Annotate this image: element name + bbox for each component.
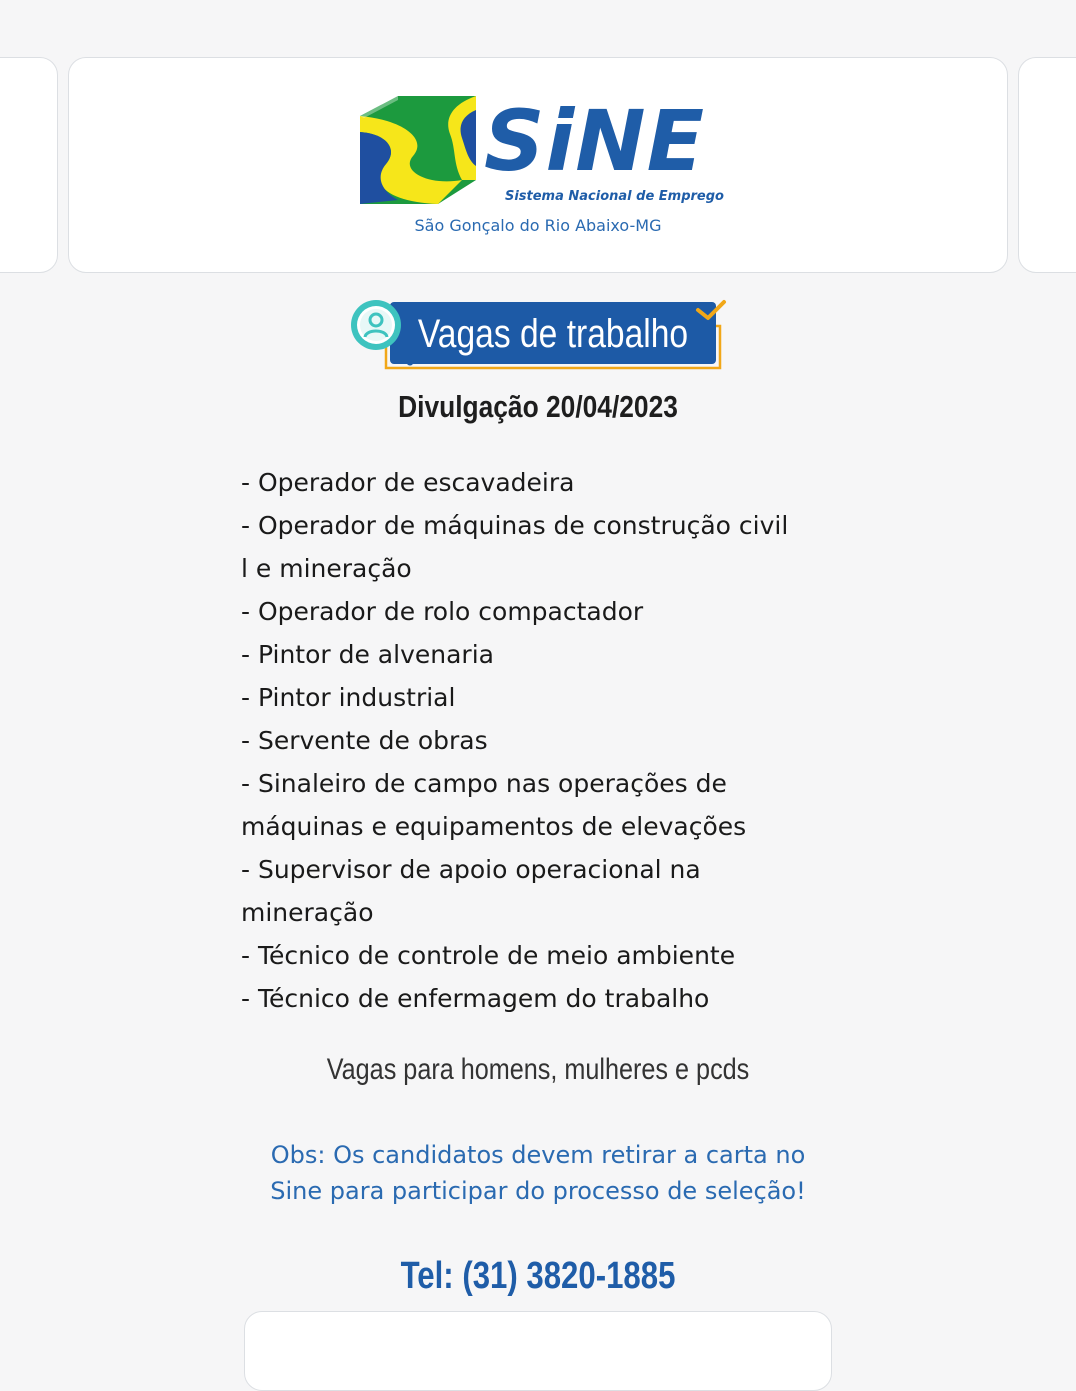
list-item: - Servente de obras <box>241 726 488 755</box>
carousel-card-previous <box>0 57 58 273</box>
list-item: l e mineração <box>241 554 412 583</box>
brazil-flag-s-logo-icon <box>358 94 478 206</box>
list-item: - Operador de escavadeira <box>241 468 575 497</box>
observation-note <box>208 1137 868 1209</box>
list-item: - Supervisor de apoio operacional na <box>241 855 701 884</box>
list-item: - Operador de máquinas de construção civil <box>241 511 789 540</box>
list-item: - Pintor industrial <box>241 683 456 712</box>
release-date: Divulgação 20/04/2023 <box>398 389 678 424</box>
list-item: - Sinaleiro de campo nas operações de <box>241 769 727 798</box>
job-list <box>241 461 861 1020</box>
badge-title: Vagas de trabalho <box>417 312 689 356</box>
list-item: mineração <box>241 898 374 927</box>
list-item: - Pintor de alvenaria <box>241 640 494 669</box>
phone-number: Tel: (31) 3820-1885 <box>400 1255 676 1297</box>
list-item: - Técnico de controle de meio ambiente <box>241 941 736 970</box>
brand-location: São Gonçalo do Rio Abaixo-MG <box>414 216 662 235</box>
audience-note: Vagas para homens, mulheres e pcds <box>326 1053 750 1086</box>
footer-card <box>244 1311 832 1391</box>
brand-name: SiNE <box>484 92 705 190</box>
list-item: máquinas e equipamentos de elevações <box>241 812 747 841</box>
list-item: - Operador de rolo compactador <box>241 597 644 626</box>
observation-line: Obs: Os candidatos devem retirar a carta no <box>270 1141 806 1169</box>
brand-tagline: Sistema Nacional de Emprego <box>504 189 724 204</box>
carousel-card-next <box>1018 57 1076 273</box>
list-item: - Técnico de enfermagem do trabalho <box>241 984 710 1013</box>
observation-line: Sine para participar do processo de seleção! <box>270 1177 806 1205</box>
